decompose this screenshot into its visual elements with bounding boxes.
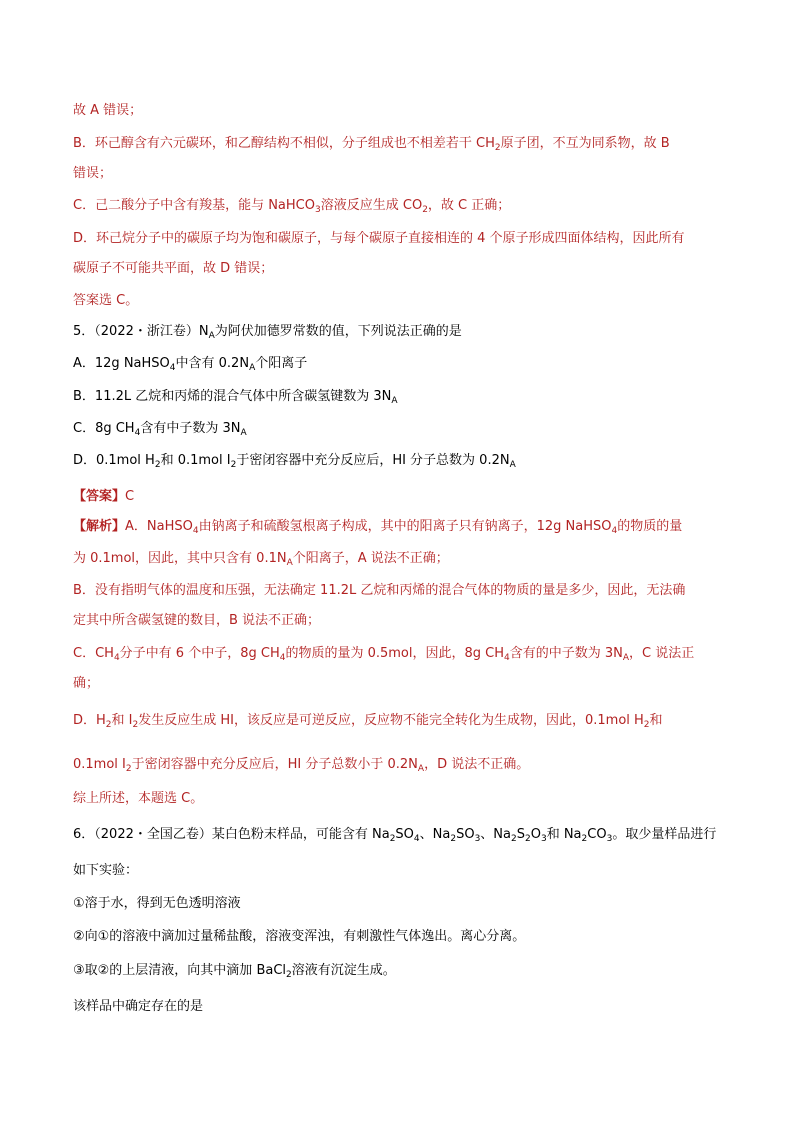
q5-analysis-a-line1: 【解析】A．NaHSO$_4$由钠离子和硫酸氢根离子构成，其中的阳离子只有钠离子，12g NaHSO$_4$的物质的量 [73,519,683,536]
q5-analysis-c-line2: 确； [73,676,100,691]
q6-ask: 该样品中确定存在的是 [73,999,204,1014]
q6-step-3: ③取②的上层清液，向其中滴加 BaCl$_2$溶液有沉淀生成。 [73,963,396,980]
q5-answer: 【答案】C [73,489,135,504]
prev-option-d-line1: D．环己烷分子中的碳原子均为饱和碳原子，与每个碳原子直接相连的 4 个原子形成四面体结构，因此所有 [73,231,685,246]
q5-summary: 综上所述，本题选 C。 [73,791,204,806]
q5-option-a: A．12g NaHSO$_4$中含有 $0.2N_A$个阳离子 [73,356,308,373]
q5-option-b: B．11.2L 乙烷和丙烯的混合气体中所含碳氢键数为 $3N_A$ [73,389,398,406]
q5-analysis-d-line1: D．$H_2$和 $I_2$发生反应生成 HI，该反应是可逆反应，反应物不能完全转化为生成物，因此，0.1mol $H_2$和 [73,713,663,730]
q6-stem-line2: 如下实验： [73,863,139,878]
q6-step-2: ②向①的溶液中滴加过量稀盐酸，溶液变浑浊，有刺激性气体逸出。离心分离。 [73,929,526,944]
q6-stem-line1: 6．（2022・全国乙卷）某白色粉末样品，可能含有 $Na_2SO_4$、$Na_2SO_3$、$Na_2S_2O_3$和 $Na_2CO_3$。取少量样品进行 [73,827,717,844]
q5-analysis-b-line2: 定其中所含碳氢键的数目，B 说法不正确； [73,613,321,628]
prev-answer: 答案选 C。 [73,293,139,308]
q5-option-d: D．0.1mol $H_2$和 0.1mol $I_2$于密闭容器中充分反应后，HI 分子总数为 $0.2N_A$ [73,453,516,470]
prev-option-d-line2: 碳原子不可能共平面，故 D 错误； [73,261,274,276]
prev-option-b-line2: 错误； [73,166,113,181]
prev-option-c: C．己二酸分子中含有羧基，能与 NaHCO$_3$溶液反应生成 $CO_2$，故 C 正确； [73,198,511,215]
q5-analysis-b-line1: B．没有指明气体的温度和压强，无法确定 11.2L 乙烷和丙烯的混合气体的物质的量是多少，因此，无法确 [73,583,686,598]
q6-step-1: ①溶于水，得到无色透明溶液 [73,896,241,911]
q5-stem: 5．（2022・浙江卷）$N_A$为阿伏加德罗常数的值，下列说法正确的是 [73,324,462,341]
q5-analysis-a-line2: 为 0.1mol，因此，其中只含有 $0.1N_A$个阳离子，A 说法不正确； [73,551,449,568]
q5-analysis-d-line2: 0.1mol $I_2$于密闭容器中充分反应后，HI 分子总数小于 $0.2N_A$，D 说法不正确。 [73,757,530,774]
prev-option-b-line1: B．环己醇含有六元碳环，和乙醇结构不相似，分子组成也不相差若干 $CH_2$原子团，不互为同系物，故 B [73,136,670,153]
q5-analysis-c-line1: C．$CH_4$分子中有 6 个中子，8g $CH_4$的物质的量为 0.5mol，因此，8g $CH_4$含有的中子数为 $3N_A$，C 说法正 [73,646,695,663]
prev-a-tail: 故 A 错误； [73,103,143,118]
q5-option-c: C．8g $CH_4$含有中子数为 $3N_A$ [73,421,247,438]
